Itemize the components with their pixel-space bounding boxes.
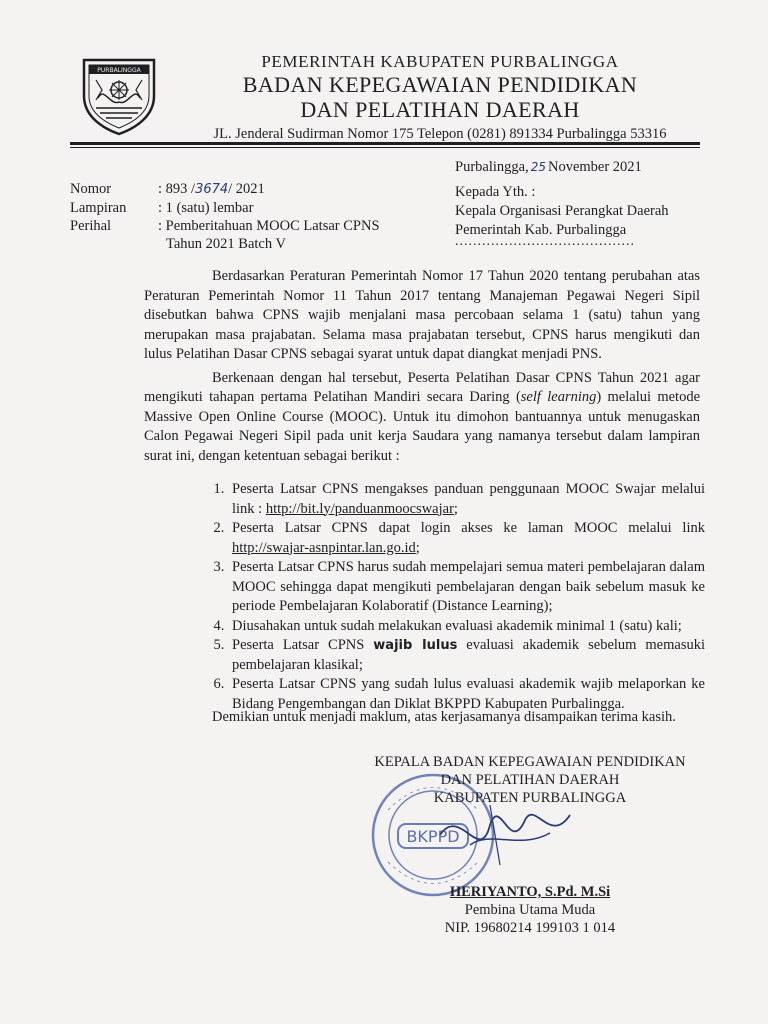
signatory-name: HERIYANTO, S.Pd. M.Si (449, 884, 611, 900)
letter-date (455, 158, 642, 177)
self-learning-italic: self learning (520, 389, 597, 405)
signatory-title-2: DAN PELATIHAN DAERAH (440, 772, 620, 788)
body-paragraph-2: Berkenaan dengan hal tersebut, Peserta Pelatihan Dasar CPNS Tahun 2021 agar mengikuti tahapan pertama Pelatihan Mandiri secara Daring (self learning) melalui metode Massive Open Online Course (MOOC). Untuk itu dimohon bantuannya untuk menugaskan Calon Pegawai Negeri Sipil pada unit kerja Saudara yang namanya tersebut dalam lampiran surat ini, dengan ketentuan sebagai berikut : (144, 369, 700, 464)
list-item: 5. Peserta Latsar CPNS wajib lulus evaluasi akademik sebelum memasuki pembelajaran klasikal; (228, 636, 705, 675)
lampiran-label: Lampiran (70, 200, 127, 216)
list-item: 6. Peserta Latsar CPNS yang sudah lulus evaluasi akademik wajib melaporkan ke Bidang Pengembangan dan Diklat BKPPD Kabupaten Purbalingga. (228, 675, 705, 714)
addressee-greeting: Kepada Yth. : (455, 184, 536, 200)
stamp-label: BKPPD (406, 827, 460, 846)
meta-row-nomor (70, 180, 380, 199)
nomor-handwritten: 3674 (195, 182, 229, 197)
list-item: 2. Peserta Latsar CPNS dapat login akses ke laman MOOC melalui link http://swajar-asnpintar.lan.go.id; (228, 519, 705, 558)
perihal-value: : Pemberitahuan MOOC Latsar CPNS Tahun 2021 Batch V (158, 218, 380, 252)
letterhead-agency-1: BADAN KEPEGAWAIAN PENDIDIKAN (242, 72, 638, 97)
signatory-nip: NIP. 19680214 199103 1 014 (444, 920, 616, 936)
letterhead (160, 52, 720, 144)
list-item: 4. Diusahakan untuk sudah melakukan evaluasi akademik minimal 1 (satu) kali; (228, 617, 705, 637)
addressee-dotted-line: ........................................ (455, 234, 635, 249)
panduan-link: http://bit.ly/panduanmoocswajar (265, 500, 454, 517)
wajib-lulus-bold: wajib lulus (373, 638, 458, 653)
emblem-label: PURBALINGGA (97, 67, 141, 74)
perihal-label: Perihal (70, 218, 112, 234)
letterhead-rule-thick (70, 142, 700, 145)
swajar-link: http://swajar-asnpintar.lan.go.id (232, 539, 416, 556)
closing-paragraph: Demikian untuk menjadi maklum, atas kerjasamanya disampaikan terima kasih. (212, 709, 676, 725)
letter-meta (70, 180, 380, 253)
list-item: 3. Peserta Latsar CPNS harus sudah mempelajari semua materi pembelajaran dalam MOOC sehingga dapat mengikuti pembelajaran dengan baik sebelum masuk ke periode Pembelajaran Kolaboratif (Distance Learning); (228, 558, 705, 617)
meta-row-perihal (70, 217, 380, 253)
requirements-list (200, 480, 705, 714)
body-paragraph-1: Berdasarkan Peraturan Pemerintah Nomor 17 Tahun 2020 tentang perubahan atas Peraturan Pemerintah Nomor 11 Tahun 2017 tentang Manajeman Pegawai Negeri Sipil disebutkan bahwa CPNS wajib menjalani masa percobaan selama 1 (satu) tahun yang merupakan masa prajabatan. Selama masa prajabatan tersebut, CPNS harus mengikuti dan lulus Pelatihan Dasar CPNS sebagai syarat untuk dapat diangkat menjadi PNS. (144, 268, 700, 362)
letterhead-address: JL. Jenderal Sudirman Nomor 175 Telepon (0281) 891334 Purbalingga 53316 (213, 126, 667, 142)
list-item: 1. Peserta Latsar CPNS mengakses panduan penggunaan MOOC Swajar melalui link : http://bit.ly/panduanmoocswajar; (228, 480, 705, 519)
addressee-line-1: Kepala Organisasi Perangkat Daerah (455, 203, 669, 219)
signatory-rank: Pembina Utama Muda (464, 902, 596, 918)
signatory-title-3: KABUPATEN PURBALINGGA (433, 790, 627, 806)
letterhead-agency-2: DAN PELATIHAN DAERAH (300, 97, 580, 122)
purbalingga-emblem-icon (76, 50, 162, 136)
date-month-year: November 2021 (547, 159, 642, 175)
meta-row-lampiran (70, 199, 380, 217)
letterhead-rule-thin (70, 147, 700, 148)
letterhead-government: PEMERINTAH KABUPATEN PURBALINGGA (261, 52, 619, 71)
lampiran-value: : 1 (satu) lembar (158, 200, 254, 216)
date-city: Purbalingga, (455, 159, 529, 175)
nomor-label: Nomor (70, 181, 112, 197)
signatory-title-1: KEPALA BADAN KEPEGAWAIAN PENDIDIKAN (374, 754, 686, 770)
nomor-value: : 893 /3674/ 2021 (158, 181, 265, 197)
letter-body (144, 267, 700, 466)
addressee-line-2: Pemerintah Kab. Purbalingga (455, 222, 627, 238)
signature-block (340, 753, 720, 937)
addressee (455, 183, 669, 240)
date-day-handwritten: 25 (530, 160, 546, 174)
